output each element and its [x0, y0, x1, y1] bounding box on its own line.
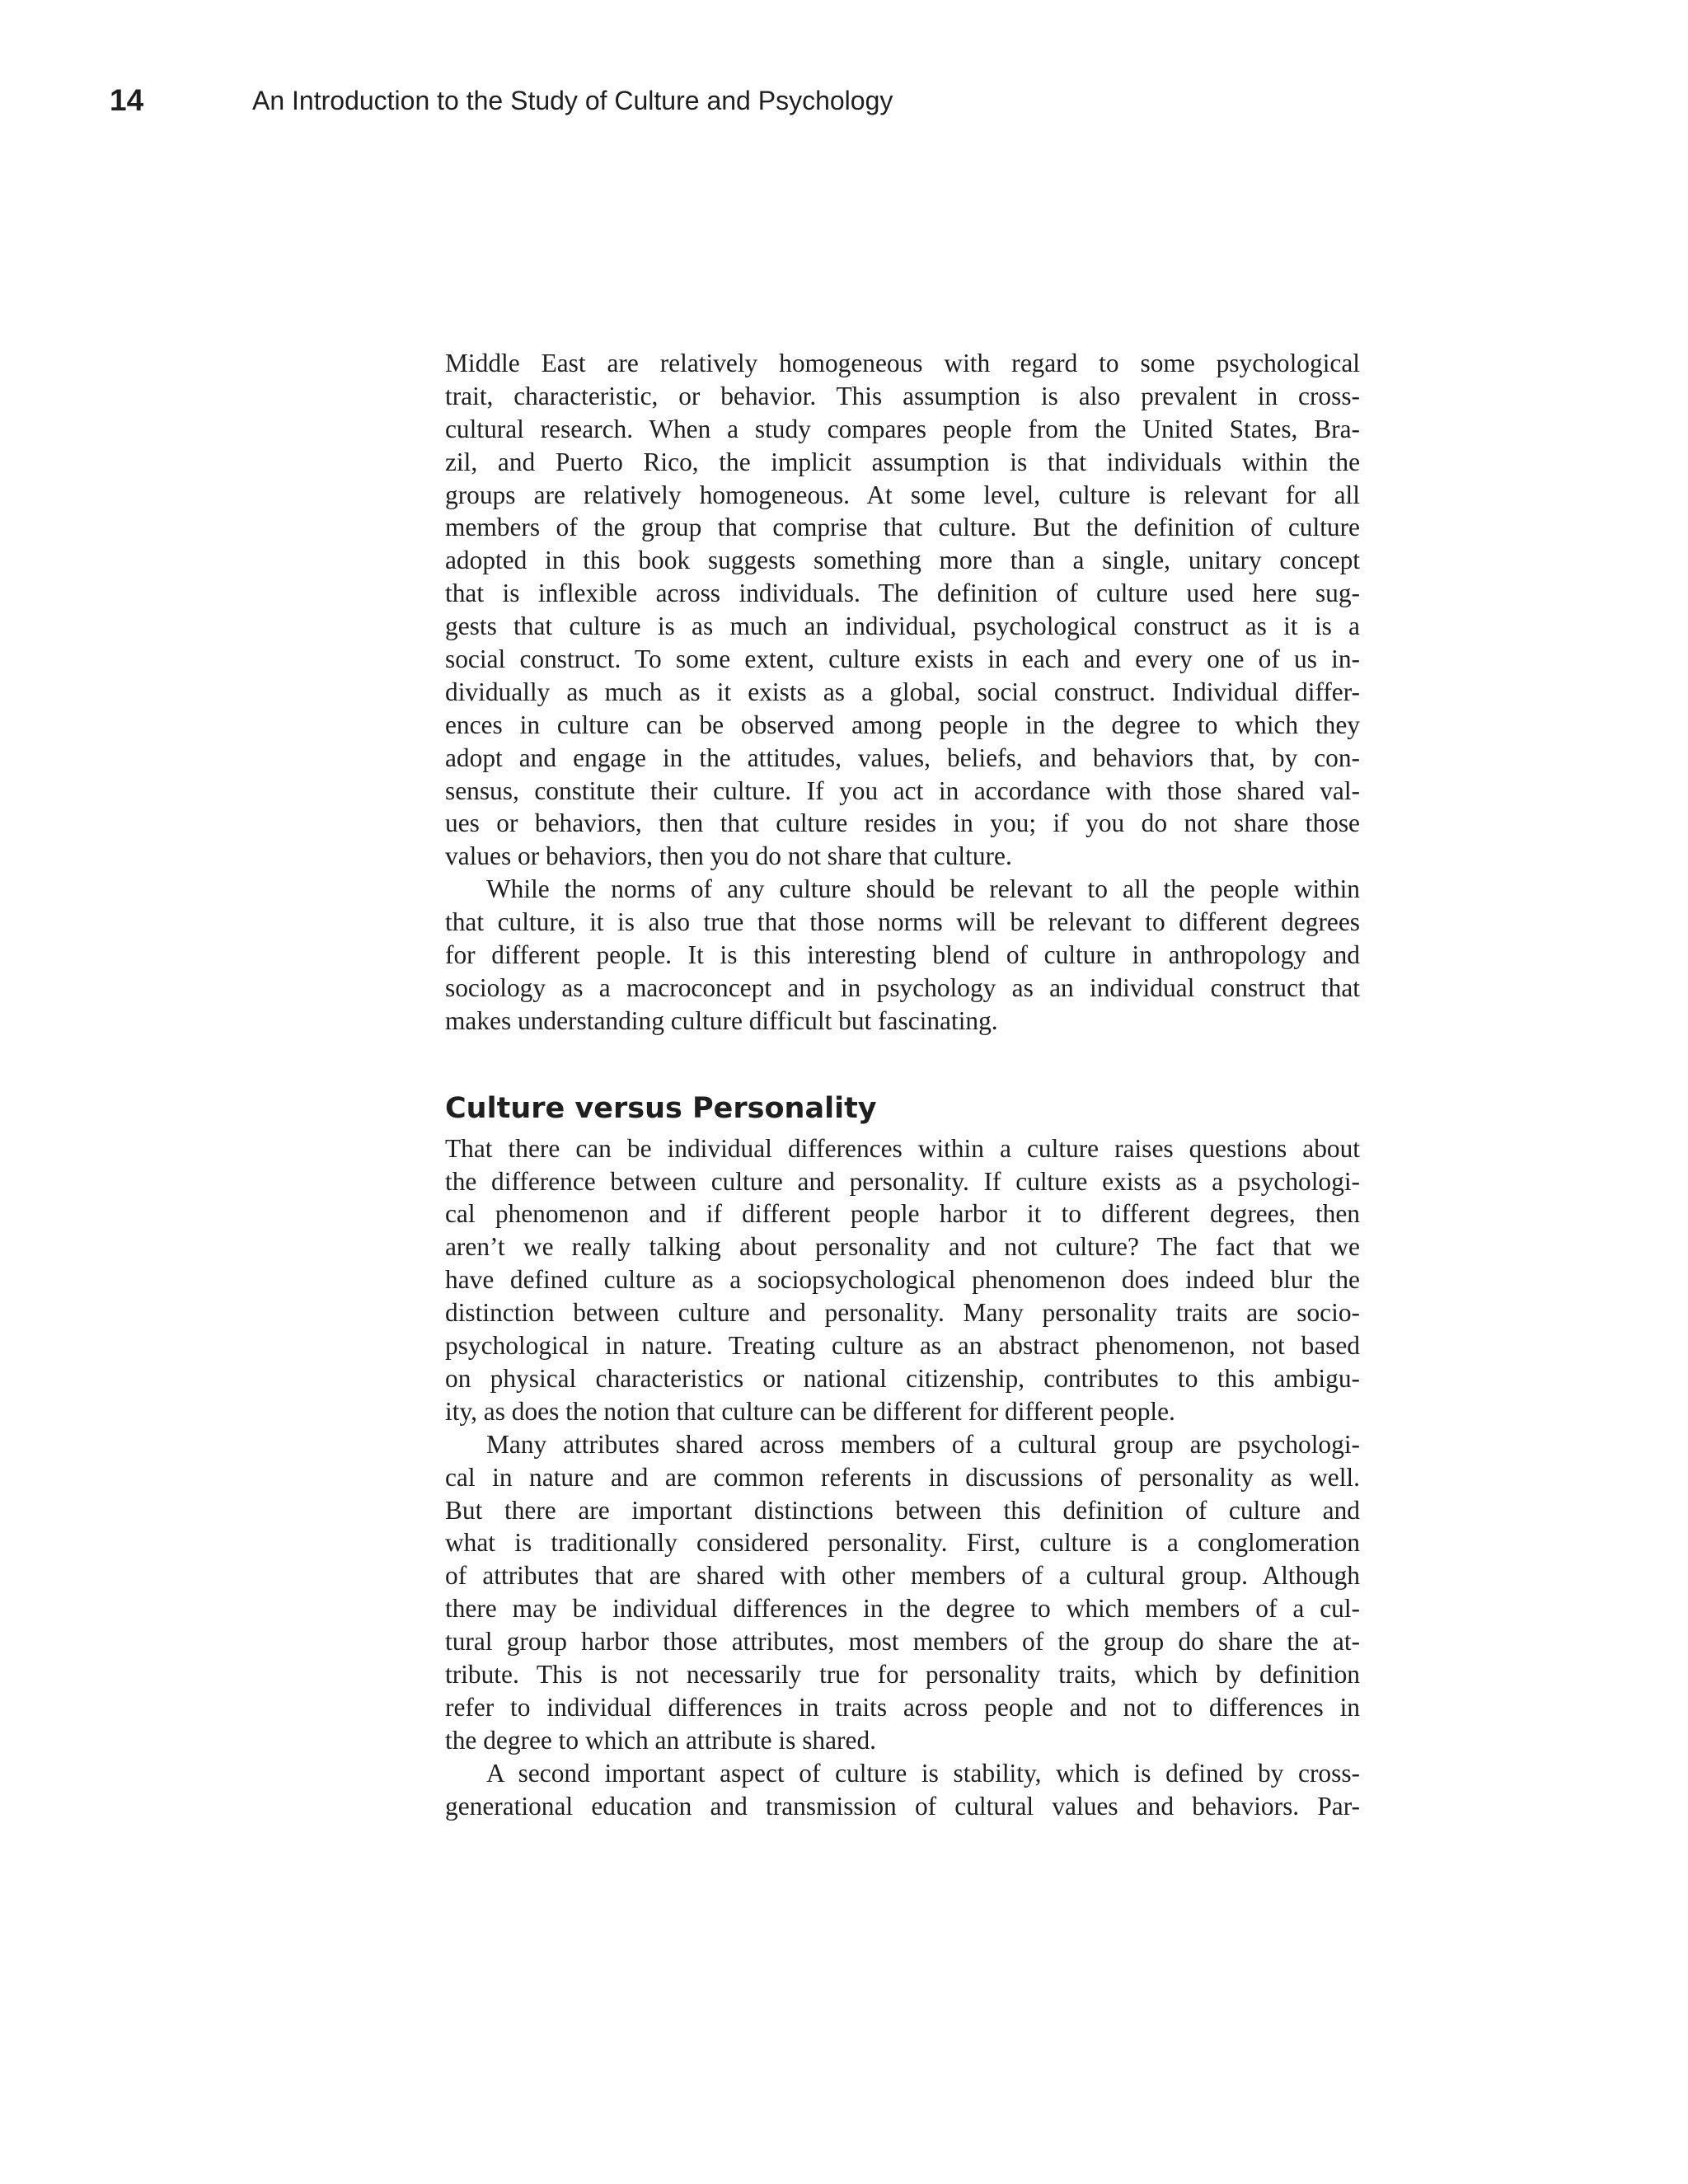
text-line: for different people. It is this interesting blend of culture in anthropology and [445, 940, 1360, 970]
text-line: A second important aspect of culture is stability, which is defined by cross- [486, 1758, 1360, 1788]
text-line: psychological in nature. Treating culture as an abstract phenomenon, not based [445, 1331, 1360, 1361]
text-line: of attributes that are shared with other members of a cultural group. Although [445, 1561, 1360, 1591]
text-line: cal in nature and are common referents in discussions of personality as well. [445, 1462, 1360, 1492]
text-line: trait, characteristic, or behavior. This assumption is also prevalent in cross- [445, 381, 1360, 410]
text-line: on physical characteristics or national citizenship, contributes to this ambigu- [445, 1363, 1360, 1393]
body-text [445, 347, 1360, 1822]
text-line: ues or behaviors, then that culture resides in you; if you do not share those [445, 808, 1360, 838]
text-line: members of the group that comprise that culture. But the definition of culture [445, 513, 1360, 542]
text-line: Many attributes shared across members of a cultural group are psychologi- [486, 1429, 1360, 1459]
paragraph-2 [445, 873, 1360, 1037]
section-heading: Culture versus Personality [445, 1091, 877, 1125]
text-line: what is traditionally considered personality. First, culture is a conglomeration [445, 1528, 1360, 1558]
text-line: tural group harbor those attributes, most members of the group do share the at- [445, 1627, 1360, 1657]
text-line: While the norms of any culture should be relevant to all the people within [486, 874, 1360, 904]
text-line: that culture, it is also true that those norms will be relevant to different degrees [445, 907, 1360, 937]
text-line: sensus, constitute their culture. If you act in accordance with those shared val- [445, 776, 1360, 805]
text-line: there may be individual differences in the degree to which members of a cul- [445, 1594, 1360, 1624]
text-line: ity, as does the notion that culture can be different for different people. [445, 1396, 1175, 1426]
paragraph-5 [445, 1757, 1360, 1823]
text-line: adopt and engage in the attitudes, values, beliefs, and behaviors that, by con- [445, 743, 1360, 772]
text-line: that is inflexible across individuals. The definition of culture used here sug- [445, 579, 1360, 608]
text-line: sociology as a macroconcept and in psychology as an individual construct that [445, 972, 1360, 1002]
text-line: zil, and Puerto Rico, the implicit assumption is that individuals within the [445, 447, 1360, 476]
text-line: gests that culture is as much an individual, psychological construct as it is a [445, 612, 1360, 641]
running-title: An Introduction to the Study of Culture and Psychology [252, 86, 893, 115]
text-line: Middle East are relatively homogeneous with regard to some psychological [445, 349, 1360, 377]
text-line: have defined culture as a sociopsychological phenomenon does indeed blur the [445, 1265, 1360, 1295]
text-line: That there can be individual differences within a culture raises questions about [445, 1133, 1360, 1163]
text-line: distinction between culture and personality. Many personality traits are socio- [445, 1298, 1360, 1328]
text-line: the degree to which an attribute is shared. [445, 1725, 876, 1755]
text-line: generational education and transmission of cultural values and behaviors. Par- [445, 1791, 1360, 1821]
text-line: adopted in this book suggests something more than a single, unitary concept [445, 546, 1360, 575]
text-line: refer to individual differences in traits across people and not to differences in [445, 1692, 1360, 1722]
page-number: 14 [110, 83, 144, 117]
paragraph-1 [445, 347, 1360, 873]
text-line: tribute. This is not necessarily true for personality traits, which by definition [445, 1659, 1360, 1689]
paragraph-4 [445, 1428, 1360, 1757]
text-line: But there are important distinctions between this definition of culture and [445, 1495, 1360, 1525]
text-line: social construct. To some extent, culture exists in each and every one of us in- [445, 644, 1360, 674]
text-line: aren’t we really talking about personality and not culture? The fact that we [445, 1232, 1360, 1262]
text-line: groups are relatively homogeneous. At some level, culture is relevant for all [445, 480, 1360, 509]
text-line: ences in culture can be observed among people in the degree to which they [445, 710, 1360, 739]
text-line: the difference between culture and personality. If culture exists as a psychologi- [445, 1166, 1360, 1196]
running-head [110, 76, 1593, 125]
text-line: dividually as much as it exists as a global, social construct. Individual differ- [445, 677, 1360, 706]
text-line: makes understanding culture difficult but fascinating. [445, 1005, 998, 1035]
text-line: cal phenomenon and if different people harbor it to different degrees, then [445, 1199, 1360, 1229]
paragraph-3 [445, 1132, 1360, 1428]
text-line: values or behaviors, then you do not share that culture. [445, 841, 1012, 871]
text-line: cultural research. When a study compares people from the United States, Bra- [445, 414, 1360, 443]
